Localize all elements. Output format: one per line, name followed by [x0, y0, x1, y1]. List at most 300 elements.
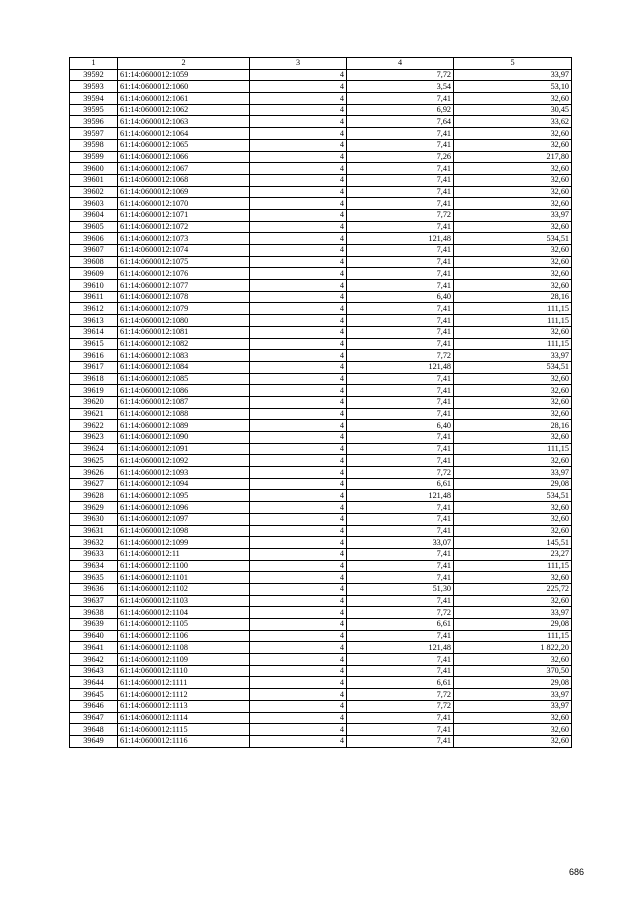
table-row — [70, 151, 572, 163]
amount-cell: 1 822,20 — [454, 642, 572, 654]
cadastral-number-cell: 61:14:0600012:1081 — [118, 326, 250, 338]
row-number-cell: 39644 — [70, 677, 118, 689]
row-number-cell: 39646 — [70, 700, 118, 712]
amount-cell: 29,08 — [454, 619, 572, 631]
value-cell: 7,41 — [347, 256, 454, 268]
table-row — [70, 478, 572, 490]
table-row — [70, 233, 572, 245]
category-cell: 4 — [250, 326, 347, 338]
table-row — [70, 467, 572, 479]
category-cell: 4 — [250, 186, 347, 198]
category-cell: 4 — [250, 151, 347, 163]
category-cell: 4 — [250, 455, 347, 467]
column-header-4: 4 — [347, 58, 454, 70]
table-row — [70, 69, 572, 81]
table-row — [70, 700, 572, 712]
row-number-cell: 39637 — [70, 595, 118, 607]
category-cell: 4 — [250, 735, 347, 747]
amount-cell: 33,62 — [454, 116, 572, 128]
category-cell: 4 — [250, 116, 347, 128]
category-cell: 4 — [250, 385, 347, 397]
table-row — [70, 619, 572, 631]
cadastral-number-cell: 61:14:0600012:1105 — [118, 619, 250, 631]
category-cell: 4 — [250, 174, 347, 186]
amount-cell: 32,60 — [454, 245, 572, 257]
category-cell: 4 — [250, 315, 347, 327]
row-number-cell: 39633 — [70, 548, 118, 560]
value-cell: 7,41 — [347, 513, 454, 525]
cadastral-number-cell: 61:14:0600012:1069 — [118, 186, 250, 198]
value-cell: 121,48 — [347, 233, 454, 245]
amount-cell: 534,51 — [454, 361, 572, 373]
cadastral-number-cell: 61:14:0600012:1065 — [118, 139, 250, 151]
table-row — [70, 572, 572, 584]
row-number-cell: 39601 — [70, 174, 118, 186]
amount-cell: 33,97 — [454, 700, 572, 712]
value-cell: 3,54 — [347, 81, 454, 93]
data-table — [69, 57, 572, 748]
value-cell: 7,41 — [347, 735, 454, 747]
table-row — [70, 630, 572, 642]
row-number-cell: 39635 — [70, 572, 118, 584]
cadastral-number-cell: 61:14:0600012:1059 — [118, 69, 250, 81]
amount-cell: 32,60 — [454, 268, 572, 280]
value-cell: 7,41 — [347, 373, 454, 385]
category-cell: 4 — [250, 583, 347, 595]
table-row — [70, 280, 572, 292]
table-row — [70, 560, 572, 572]
row-number-cell: 39616 — [70, 350, 118, 362]
row-number-cell: 39593 — [70, 81, 118, 93]
cadastral-number-cell: 61:14:0600012:1076 — [118, 268, 250, 280]
value-cell: 121,48 — [347, 642, 454, 654]
cadastral-number-cell: 61:14:0600012:1082 — [118, 338, 250, 350]
value-cell: 121,48 — [347, 490, 454, 502]
category-cell: 4 — [250, 443, 347, 455]
category-cell: 4 — [250, 268, 347, 280]
amount-cell: 32,60 — [454, 256, 572, 268]
row-number-cell: 39608 — [70, 256, 118, 268]
row-number-cell: 39639 — [70, 619, 118, 631]
cadastral-number-cell: 61:14:0600012:1100 — [118, 560, 250, 572]
value-cell: 7,41 — [347, 654, 454, 666]
row-number-cell: 39636 — [70, 583, 118, 595]
cadastral-number-cell: 61:14:0600012:1063 — [118, 116, 250, 128]
cadastral-number-cell: 61:14:0600012:1084 — [118, 361, 250, 373]
amount-cell: 33,97 — [454, 607, 572, 619]
value-cell: 6,40 — [347, 291, 454, 303]
value-cell: 7,72 — [347, 607, 454, 619]
category-cell: 4 — [250, 128, 347, 140]
cadastral-number-cell: 61:14:0600012:1097 — [118, 513, 250, 525]
row-number-cell: 39632 — [70, 537, 118, 549]
category-cell: 4 — [250, 139, 347, 151]
amount-cell: 32,60 — [454, 724, 572, 736]
table-row — [70, 361, 572, 373]
category-cell: 4 — [250, 525, 347, 537]
value-cell: 6,61 — [347, 619, 454, 631]
category-cell: 4 — [250, 537, 347, 549]
table-row — [70, 245, 572, 257]
table-header-row — [70, 58, 572, 70]
category-cell: 4 — [250, 104, 347, 116]
cadastral-number-cell: 61:14:0600012:1113 — [118, 700, 250, 712]
category-cell: 4 — [250, 280, 347, 292]
row-number-cell: 39647 — [70, 712, 118, 724]
value-cell: 7,41 — [347, 443, 454, 455]
cadastral-number-cell: 61:14:0600012:1110 — [118, 665, 250, 677]
amount-cell: 32,60 — [454, 186, 572, 198]
amount-cell: 32,60 — [454, 432, 572, 444]
cadastral-number-cell: 61:14:0600012:1066 — [118, 151, 250, 163]
row-number-cell: 39615 — [70, 338, 118, 350]
table-row — [70, 665, 572, 677]
amount-cell: 32,60 — [454, 408, 572, 420]
row-number-cell: 39649 — [70, 735, 118, 747]
value-cell: 7,72 — [347, 209, 454, 221]
row-number-cell: 39620 — [70, 396, 118, 408]
table-row — [70, 455, 572, 467]
row-number-cell: 39634 — [70, 560, 118, 572]
amount-cell: 32,60 — [454, 654, 572, 666]
table-row — [70, 139, 572, 151]
amount-cell: 534,51 — [454, 233, 572, 245]
amount-cell: 111,15 — [454, 443, 572, 455]
row-number-cell: 39648 — [70, 724, 118, 736]
amount-cell: 33,97 — [454, 209, 572, 221]
row-number-cell: 39612 — [70, 303, 118, 315]
category-cell: 4 — [250, 548, 347, 560]
amount-cell: 32,60 — [454, 280, 572, 292]
value-cell: 7,41 — [347, 186, 454, 198]
cadastral-number-cell: 61:14:0600012:1088 — [118, 408, 250, 420]
cadastral-number-cell: 61:14:0600012:1072 — [118, 221, 250, 233]
amount-cell: 33,97 — [454, 689, 572, 701]
amount-cell: 33,97 — [454, 69, 572, 81]
cadastral-number-cell: 61:14:0600012:1103 — [118, 595, 250, 607]
value-cell: 7,41 — [347, 502, 454, 514]
value-cell: 7,41 — [347, 396, 454, 408]
table-row — [70, 443, 572, 455]
table-row — [70, 654, 572, 666]
cadastral-number-cell: 61:14:0600012:1101 — [118, 572, 250, 584]
cadastral-number-cell: 61:14:0600012:1073 — [118, 233, 250, 245]
cadastral-number-cell: 61:14:0600012:1106 — [118, 630, 250, 642]
amount-cell: 111,15 — [454, 315, 572, 327]
table-row — [70, 502, 572, 514]
amount-cell: 32,60 — [454, 595, 572, 607]
category-cell: 4 — [250, 689, 347, 701]
cadastral-number-cell: 61:14:0600012:1067 — [118, 163, 250, 175]
row-number-cell: 39597 — [70, 128, 118, 140]
value-cell: 7,41 — [347, 139, 454, 151]
value-cell: 7,41 — [347, 174, 454, 186]
amount-cell: 32,60 — [454, 712, 572, 724]
value-cell: 7,41 — [347, 268, 454, 280]
value-cell: 7,64 — [347, 116, 454, 128]
cadastral-number-cell: 61:14:0600012:1078 — [118, 291, 250, 303]
value-cell: 7,41 — [347, 525, 454, 537]
category-cell: 4 — [250, 163, 347, 175]
amount-cell: 111,15 — [454, 338, 572, 350]
value-cell: 6,92 — [347, 104, 454, 116]
category-cell: 4 — [250, 396, 347, 408]
table-row — [70, 537, 572, 549]
category-cell: 4 — [250, 630, 347, 642]
amount-cell: 32,60 — [454, 502, 572, 514]
amount-cell: 217,80 — [454, 151, 572, 163]
value-cell: 7,72 — [347, 700, 454, 712]
column-header-5: 5 — [454, 58, 572, 70]
table-row — [70, 104, 572, 116]
category-cell: 4 — [250, 513, 347, 525]
amount-cell: 33,97 — [454, 350, 572, 362]
row-number-cell: 39624 — [70, 443, 118, 455]
value-cell: 7,41 — [347, 93, 454, 105]
table-row — [70, 303, 572, 315]
amount-cell: 29,08 — [454, 677, 572, 689]
cadastral-number-cell: 61:14:0600012:1075 — [118, 256, 250, 268]
table-row — [70, 373, 572, 385]
cadastral-number-cell: 61:14:0600012:1112 — [118, 689, 250, 701]
value-cell: 7,41 — [347, 712, 454, 724]
category-cell: 4 — [250, 665, 347, 677]
cadastral-number-cell: 61:14:0600012:1079 — [118, 303, 250, 315]
amount-cell: 145,51 — [454, 537, 572, 549]
row-number-cell: 39641 — [70, 642, 118, 654]
table-row — [70, 128, 572, 140]
table-row — [70, 677, 572, 689]
amount-cell: 32,60 — [454, 93, 572, 105]
cadastral-number-cell: 61:14:0600012:1092 — [118, 455, 250, 467]
amount-cell: 32,60 — [454, 128, 572, 140]
row-number-cell: 39638 — [70, 607, 118, 619]
value-cell: 7,41 — [347, 432, 454, 444]
table-row — [70, 735, 572, 747]
category-cell: 4 — [250, 338, 347, 350]
column-header-3: 3 — [250, 58, 347, 70]
amount-cell: 225,72 — [454, 583, 572, 595]
table-row — [70, 350, 572, 362]
table-row — [70, 291, 572, 303]
row-number-cell: 39596 — [70, 116, 118, 128]
table-row — [70, 595, 572, 607]
category-cell: 4 — [250, 93, 347, 105]
cadastral-number-cell: 61:14:0600012:1095 — [118, 490, 250, 502]
cadastral-number-cell: 61:14:0600012:1093 — [118, 467, 250, 479]
cadastral-number-cell: 61:14:0600012:1116 — [118, 735, 250, 747]
amount-cell: 28,16 — [454, 291, 572, 303]
row-number-cell: 39622 — [70, 420, 118, 432]
table-row — [70, 513, 572, 525]
cadastral-number-cell: 61:14:0600012:1109 — [118, 654, 250, 666]
amount-cell: 29,08 — [454, 478, 572, 490]
category-cell: 4 — [250, 700, 347, 712]
cadastral-number-cell: 61:14:0600012:1068 — [118, 174, 250, 186]
cadastral-number-cell: 61:14:0600012:1062 — [118, 104, 250, 116]
row-number-cell: 39613 — [70, 315, 118, 327]
table-row — [70, 93, 572, 105]
cadastral-number-cell: 61:14:0600012:1096 — [118, 502, 250, 514]
table-body — [70, 69, 572, 747]
category-cell: 4 — [250, 502, 347, 514]
value-cell: 7,41 — [347, 315, 454, 327]
value-cell: 7,41 — [347, 338, 454, 350]
value-cell: 7,41 — [347, 548, 454, 560]
row-number-cell: 39623 — [70, 432, 118, 444]
category-cell: 4 — [250, 69, 347, 81]
table-row — [70, 583, 572, 595]
value-cell: 7,41 — [347, 245, 454, 257]
cadastral-number-cell: 61:14:0600012:1098 — [118, 525, 250, 537]
row-number-cell: 39627 — [70, 478, 118, 490]
category-cell: 4 — [250, 490, 347, 502]
row-number-cell: 39621 — [70, 408, 118, 420]
cadastral-number-cell: 61:14:0600012:1074 — [118, 245, 250, 257]
row-number-cell: 39645 — [70, 689, 118, 701]
value-cell: 121,48 — [347, 361, 454, 373]
category-cell: 4 — [250, 245, 347, 257]
amount-cell: 53,10 — [454, 81, 572, 93]
table-row — [70, 385, 572, 397]
category-cell: 4 — [250, 467, 347, 479]
value-cell: 7,26 — [347, 151, 454, 163]
table-row — [70, 174, 572, 186]
row-number-cell: 39599 — [70, 151, 118, 163]
amount-cell: 111,15 — [454, 303, 572, 315]
value-cell: 7,41 — [347, 560, 454, 572]
table-row — [70, 186, 572, 198]
cadastral-number-cell: 61:14:0600012:1102 — [118, 583, 250, 595]
table-row — [70, 525, 572, 537]
table-row — [70, 396, 572, 408]
row-number-cell: 39604 — [70, 209, 118, 221]
table-row — [70, 198, 572, 210]
category-cell: 4 — [250, 595, 347, 607]
table-row — [70, 548, 572, 560]
value-cell: 7,41 — [347, 280, 454, 292]
category-cell: 4 — [250, 642, 347, 654]
amount-cell: 32,60 — [454, 385, 572, 397]
value-cell: 6,40 — [347, 420, 454, 432]
amount-cell: 23,27 — [454, 548, 572, 560]
row-number-cell: 39605 — [70, 221, 118, 233]
column-header-1: 1 — [70, 58, 118, 70]
category-cell: 4 — [250, 303, 347, 315]
cadastral-number-cell: 61:14:0600012:1086 — [118, 385, 250, 397]
category-cell: 4 — [250, 420, 347, 432]
amount-cell: 32,60 — [454, 139, 572, 151]
table-row — [70, 256, 572, 268]
value-cell: 7,72 — [347, 467, 454, 479]
value-cell: 7,41 — [347, 572, 454, 584]
value-cell: 7,72 — [347, 689, 454, 701]
table-row — [70, 432, 572, 444]
cadastral-number-cell: 61:14:0600012:1061 — [118, 93, 250, 105]
row-number-cell: 39640 — [70, 630, 118, 642]
row-number-cell: 39642 — [70, 654, 118, 666]
row-number-cell: 39630 — [70, 513, 118, 525]
row-number-cell: 39631 — [70, 525, 118, 537]
category-cell: 4 — [250, 572, 347, 584]
category-cell: 4 — [250, 209, 347, 221]
value-cell: 7,41 — [347, 595, 454, 607]
row-number-cell: 39600 — [70, 163, 118, 175]
row-number-cell: 39629 — [70, 502, 118, 514]
category-cell: 4 — [250, 291, 347, 303]
category-cell: 4 — [250, 198, 347, 210]
cadastral-number-cell: 61:14:0600012:1089 — [118, 420, 250, 432]
row-number-cell: 39595 — [70, 104, 118, 116]
row-number-cell: 39603 — [70, 198, 118, 210]
cadastral-number-cell: 61:14:0600012:1083 — [118, 350, 250, 362]
amount-cell: 32,60 — [454, 396, 572, 408]
cadastral-number-cell: 61:14:0600012:1087 — [118, 396, 250, 408]
row-number-cell: 39598 — [70, 139, 118, 151]
value-cell: 7,41 — [347, 724, 454, 736]
row-number-cell: 39614 — [70, 326, 118, 338]
column-header-2: 2 — [118, 58, 250, 70]
cadastral-number-cell: 61:14:0600012:1080 — [118, 315, 250, 327]
amount-cell: 32,60 — [454, 513, 572, 525]
row-number-cell: 39628 — [70, 490, 118, 502]
amount-cell: 32,60 — [454, 326, 572, 338]
value-cell: 7,41 — [347, 665, 454, 677]
row-number-cell: 39626 — [70, 467, 118, 479]
cadastral-number-cell: 61:14:0600012:1064 — [118, 128, 250, 140]
amount-cell: 28,16 — [454, 420, 572, 432]
table-row — [70, 209, 572, 221]
value-cell: 33,07 — [347, 537, 454, 549]
cadastral-number-cell: 61:14:0600012:1108 — [118, 642, 250, 654]
amount-cell: 32,60 — [454, 221, 572, 233]
amount-cell: 534,51 — [454, 490, 572, 502]
row-number-cell: 39619 — [70, 385, 118, 397]
row-number-cell: 39625 — [70, 455, 118, 467]
category-cell: 4 — [250, 408, 347, 420]
value-cell: 7,41 — [347, 408, 454, 420]
category-cell: 4 — [250, 81, 347, 93]
row-number-cell: 39607 — [70, 245, 118, 257]
category-cell: 4 — [250, 432, 347, 444]
category-cell: 4 — [250, 256, 347, 268]
row-number-cell: 39617 — [70, 361, 118, 373]
table-row — [70, 724, 572, 736]
row-number-cell: 39610 — [70, 280, 118, 292]
table-row — [70, 221, 572, 233]
amount-cell: 32,60 — [454, 455, 572, 467]
category-cell: 4 — [250, 724, 347, 736]
value-cell: 7,41 — [347, 455, 454, 467]
value-cell: 7,41 — [347, 326, 454, 338]
cadastral-number-cell: 61:14:0600012:1099 — [118, 537, 250, 549]
cadastral-number-cell: 61:14:0600012:1114 — [118, 712, 250, 724]
table-row — [70, 315, 572, 327]
table-row — [70, 607, 572, 619]
amount-cell: 32,60 — [454, 572, 572, 584]
table-row — [70, 268, 572, 280]
category-cell: 4 — [250, 361, 347, 373]
value-cell: 7,41 — [347, 198, 454, 210]
amount-cell: 32,60 — [454, 198, 572, 210]
table-row — [70, 116, 572, 128]
value-cell: 51,30 — [347, 583, 454, 595]
row-number-cell: 39609 — [70, 268, 118, 280]
category-cell: 4 — [250, 233, 347, 245]
value-cell: 7,41 — [347, 385, 454, 397]
amount-cell: 111,15 — [454, 560, 572, 572]
cadastral-number-cell: 61:14:0600012:1060 — [118, 81, 250, 93]
